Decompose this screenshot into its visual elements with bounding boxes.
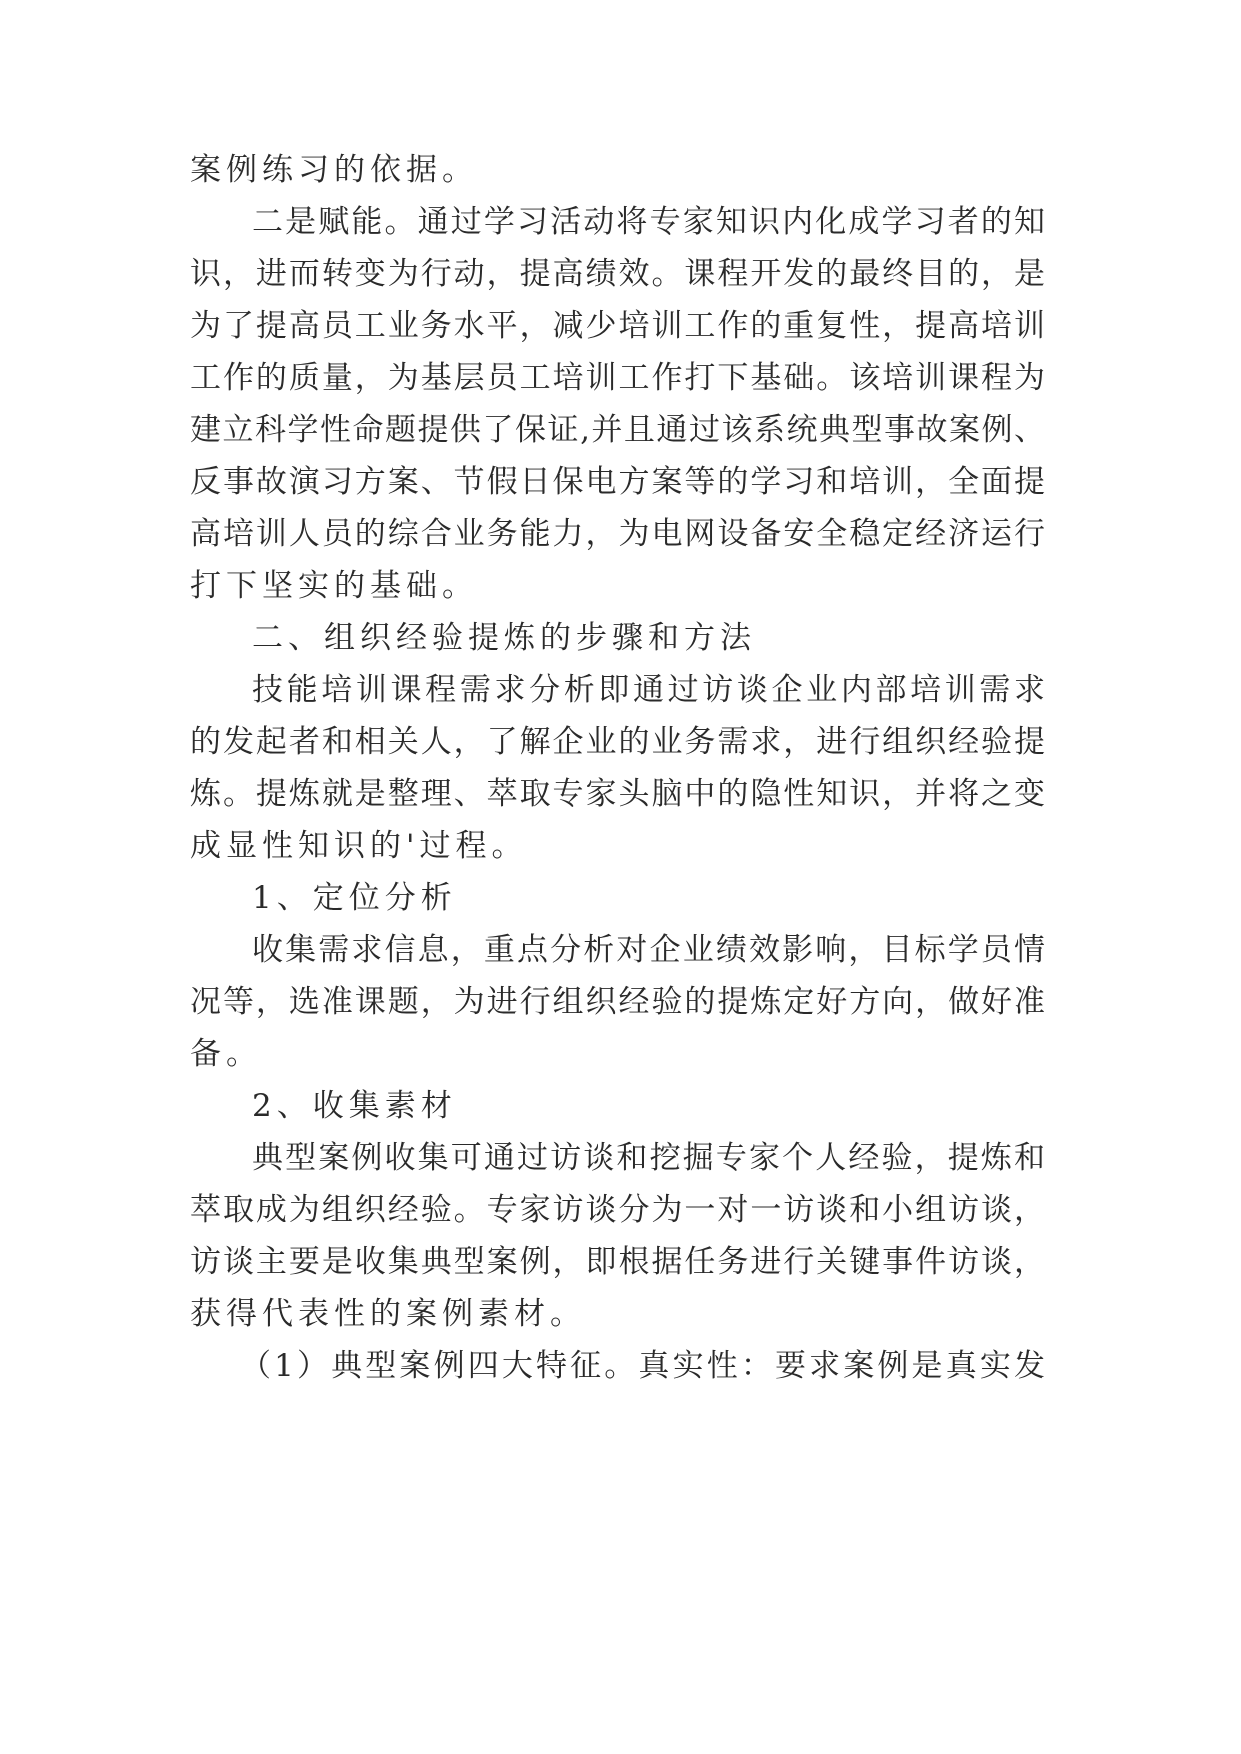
body-line: 访谈主要是收集典型案例，即根据任务进行关键事件访谈， (190, 1244, 1045, 1280)
body-line: 收集需求信息，重点分析对企业绩效影响，目标学员情 (252, 932, 1045, 968)
body-line: 案例练习的依据。 (190, 152, 478, 188)
body-line: 为了提高员工业务水平，减少培训工作的重复性，提高培训 (190, 308, 1045, 344)
body-line: （1）典型案例四大特征。真实性：要求案例是真实发 (240, 1348, 1045, 1384)
body-line: 成显性知识的'过程。 (190, 828, 528, 864)
body-line: 的发起者和相关人，了解企业的业务需求，进行组织经验提 (190, 724, 1045, 760)
body-line: 识，进而转变为行动，提高绩效。课程开发的最终目的，是 (190, 256, 1045, 292)
subsection-heading: 1、定位分析 (252, 880, 457, 916)
body-line: 建立科学性命题提供了保证,并且通过该系统典型事故案例、 (190, 412, 1045, 448)
body-line: 反事故演习方案、节假日保电方案等的学习和培训，全面提 (190, 464, 1045, 500)
section-heading: 二、组织经验提炼的步骤和方法 (252, 620, 756, 656)
body-line: 典型案例收集可通过访谈和挖掘专家个人经验，提炼和 (252, 1140, 1045, 1176)
body-line: 技能培训课程需求分析即通过访谈企业内部培训需求 (252, 672, 1045, 708)
body-line: 获得代表性的案例素材。 (190, 1296, 586, 1332)
body-line: 二是赋能。通过学习活动将专家知识内化成学习者的知 (252, 204, 1045, 240)
body-line: 高培训人员的综合业务能力，为电网设备安全稳定经济运行 (190, 516, 1045, 552)
body-line: 况等，选准课题，为进行组织经验的提炼定好方向，做好准 (190, 984, 1045, 1020)
body-line: 工作的质量，为基层员工培训工作打下基础。该培训课程为 (190, 360, 1045, 396)
subsection-heading: 2、收集素材 (252, 1088, 457, 1124)
body-line: 萃取成为组织经验。专家访谈分为一对一访谈和小组访谈， (190, 1192, 1045, 1228)
body-line: 炼。提炼就是整理、萃取专家头脑中的隐性知识，并将之变 (190, 776, 1045, 812)
body-line: 备。 (190, 1036, 262, 1072)
body-line: 打下坚实的基础。 (190, 568, 478, 604)
